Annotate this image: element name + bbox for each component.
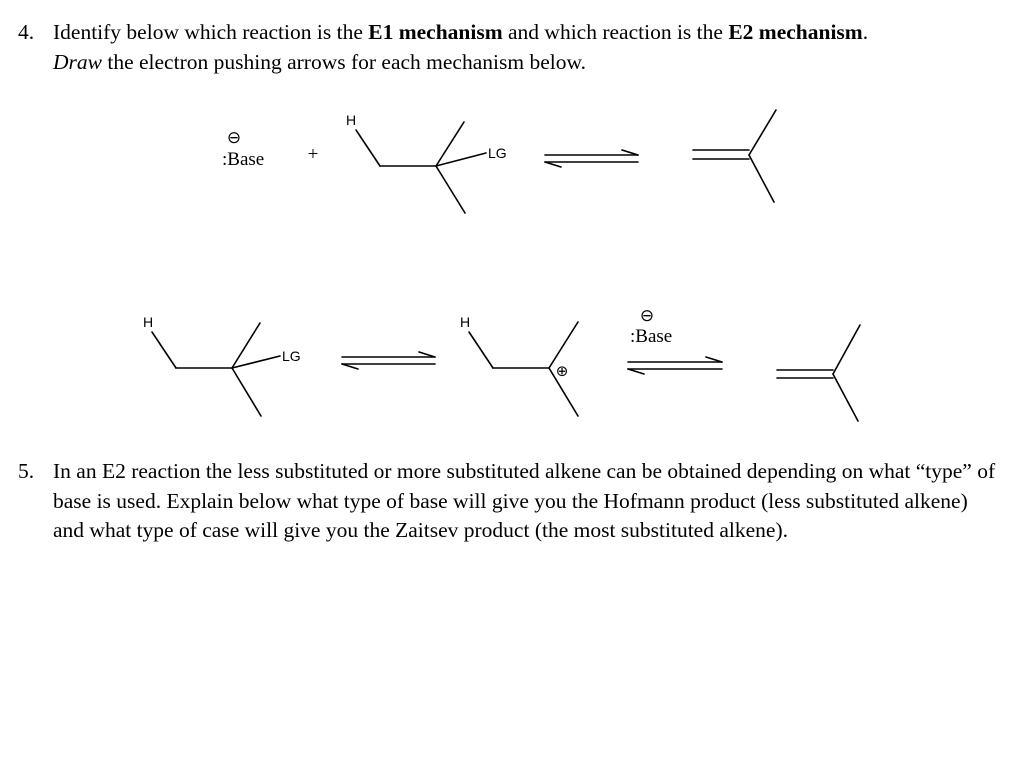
top-product-alkene (693, 110, 776, 202)
question-5-text: In an E2 reaction the less substituted or more substituted alkene can be obtained depending on what “type” of base is used. Explain below what type of base will give you the Hofmann product (less substituted alkene) and what type of case will give you the Zaitsev product (the most substituted alkene). (53, 459, 996, 542)
question-number: 5. (18, 459, 35, 483)
question-number: 4. (18, 20, 35, 44)
bottom-base-label: :Base (630, 326, 673, 347)
top-hydrogen-label: H (345, 112, 357, 128)
top-plus-sign: + (307, 144, 319, 165)
e2-mechanism-label: E2 mechanism (728, 20, 863, 44)
top-leaving-group-label: LG (488, 145, 507, 161)
cation-charge: ⊕ (555, 362, 569, 380)
bottom-hydrogen-label-2: H (459, 314, 471, 330)
top-reaction (356, 110, 776, 213)
top-base-charge: ⊖ (226, 128, 242, 148)
bottom-reaction (152, 322, 860, 421)
question-4-text: Identify below which reaction is the E1 mechanism and which reaction is the E2 mechanism. Draw the electron pushing arrows for each mechanism below. (53, 20, 869, 74)
bottom-hydrogen-label-1: H (142, 314, 154, 330)
top-substrate (356, 122, 486, 213)
bottom-leaving-group-label: LG (282, 348, 301, 364)
bottom-equilibrium-arrow-1 (342, 352, 435, 369)
top-base-label: :Base (222, 149, 265, 170)
draw-instruction: Draw (53, 49, 102, 74)
e1-mechanism-label: E1 mechanism (368, 20, 503, 44)
bottom-substrate (152, 323, 280, 416)
bottom-equilibrium-arrow-2 (628, 357, 722, 374)
bottom-base-charge: ⊖ (639, 306, 655, 326)
top-equilibrium-arrow (545, 150, 638, 167)
bottom-product-alkene (777, 325, 860, 421)
